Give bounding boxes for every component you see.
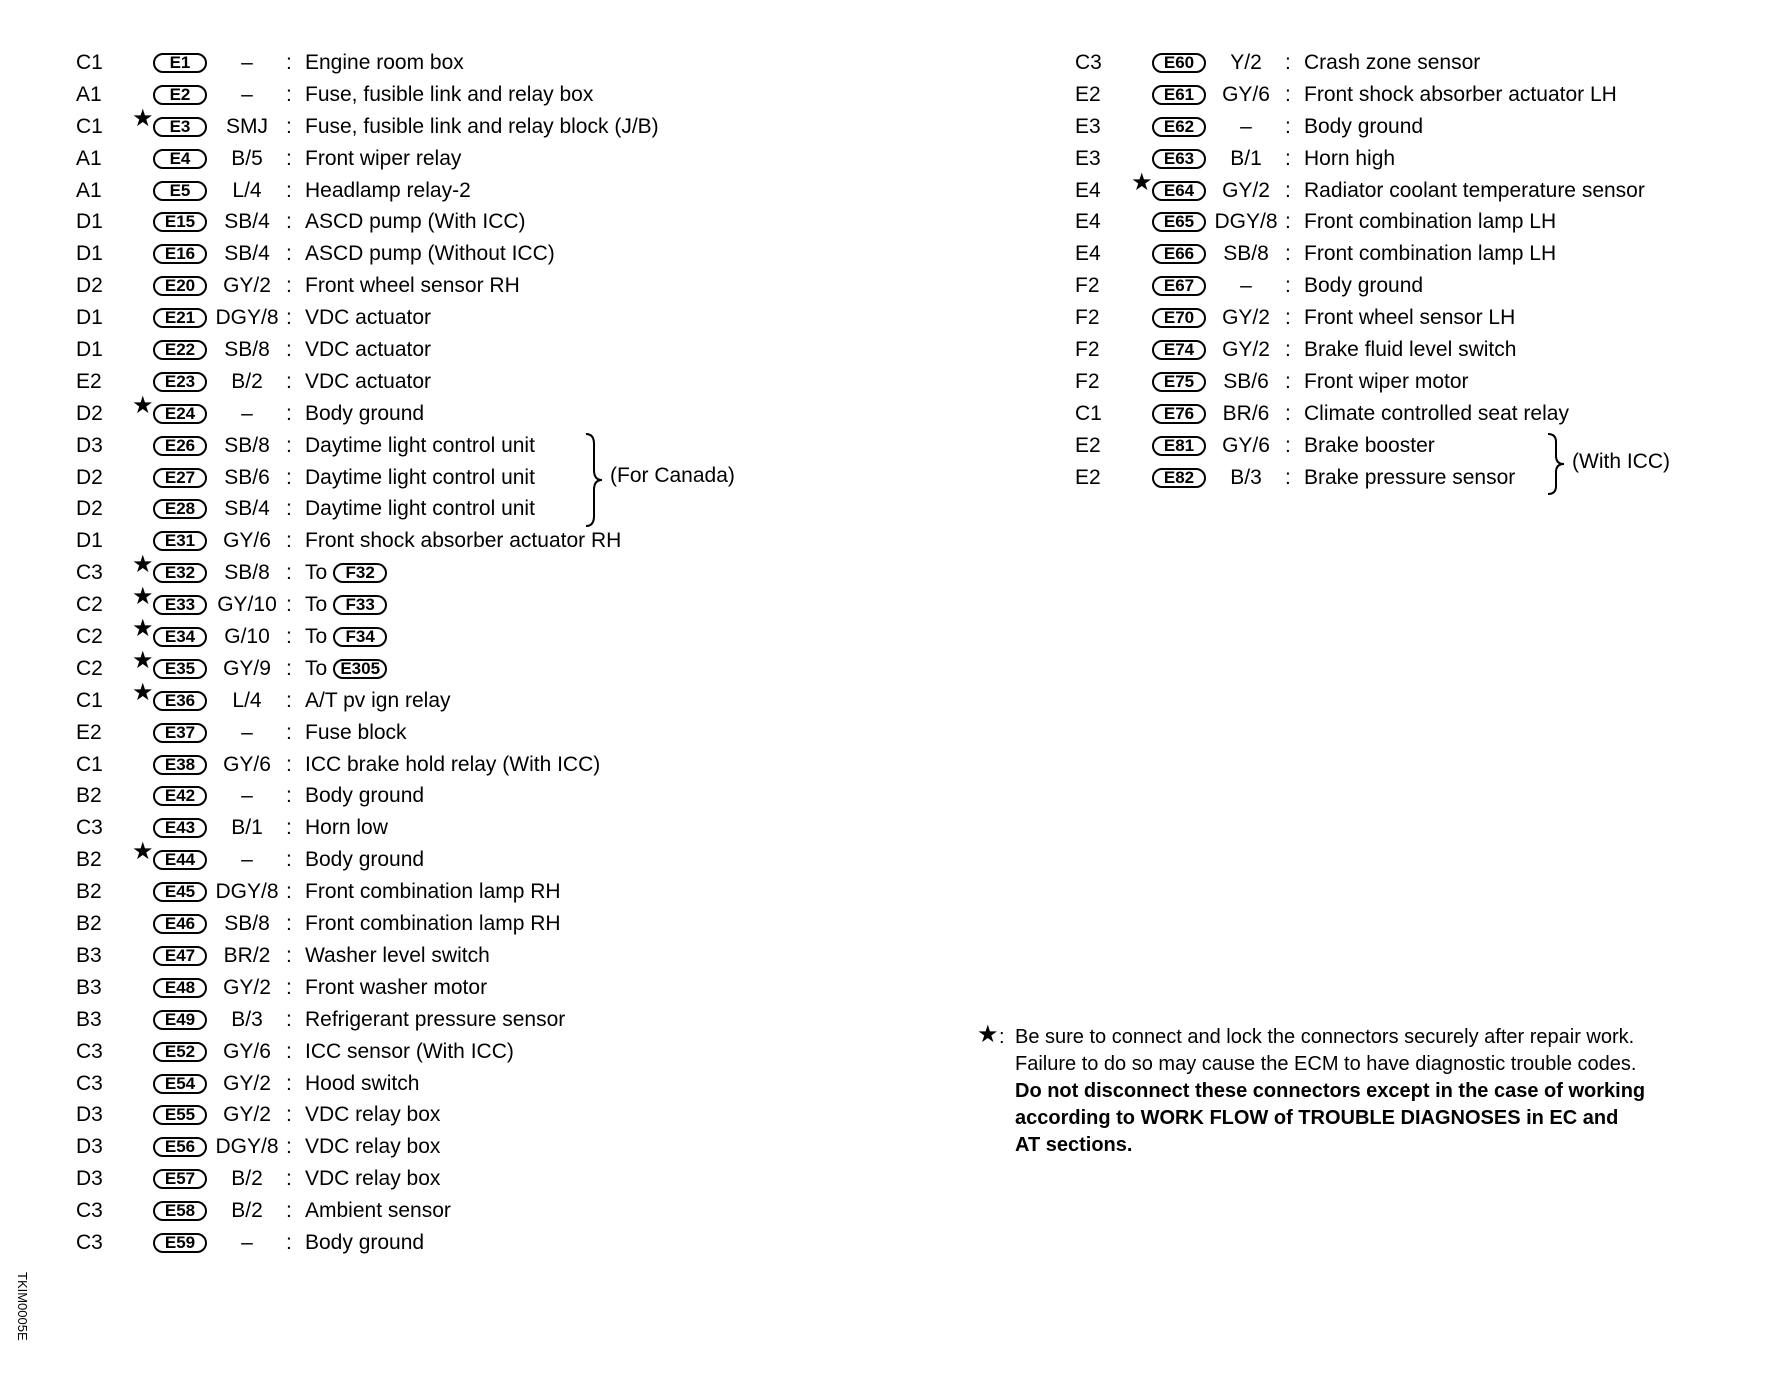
separator-colon: : <box>286 816 292 840</box>
connector-description: Brake pressure sensor <box>1304 465 1516 489</box>
separator-colon: : <box>286 146 292 170</box>
note-colon: : <box>999 1026 1005 1048</box>
star-icon: ★ <box>132 391 154 419</box>
connector-description: VDC relay box <box>305 1167 441 1191</box>
with-icc-label: (With ICC) <box>1572 450 1670 473</box>
separator-colon: : <box>1285 401 1291 425</box>
connector-badge: E16 <box>153 244 207 264</box>
connector-badge: E20 <box>153 276 207 296</box>
target-connector-badge: F33 <box>333 595 387 615</box>
connector-description: VDC actuator <box>305 306 432 330</box>
grid-ref: E2 <box>1075 465 1101 489</box>
connector-description <box>305 557 387 589</box>
for-canada-label: (For Canada) <box>610 464 735 487</box>
separator-colon: : <box>286 880 292 904</box>
wire-info: Y/2 <box>1230 51 1262 74</box>
connector-badge: E75 <box>1152 372 1206 392</box>
separator-colon: : <box>286 688 292 712</box>
star-icon: ★ <box>132 104 154 132</box>
star-icon: ★ <box>977 1021 999 1048</box>
connector-description: Daytime light control unit <box>305 433 535 457</box>
grid-ref: C1 <box>76 51 103 74</box>
star-icon: ★ <box>1131 168 1153 196</box>
connector-description: Front shock absorber actuator LH <box>1304 82 1617 106</box>
separator-colon: : <box>286 1135 292 1159</box>
grid-ref: F2 <box>1075 369 1100 393</box>
separator-colon: : <box>1285 465 1291 489</box>
wire-info: – <box>241 51 253 74</box>
figure-code: TKIM0005E <box>15 1272 30 1341</box>
connector-badge: E57 <box>153 1169 207 1189</box>
connector-description: Fuse block <box>305 720 407 744</box>
grid-ref: C3 <box>76 561 103 585</box>
connector-description: Front combination lamp RH <box>305 912 561 936</box>
wire-info: B/1 <box>231 816 263 840</box>
connector-badge: E3 <box>153 117 207 137</box>
connector-description: Radiator coolant temperature sensor <box>1304 178 1645 202</box>
grid-ref: D1 <box>76 306 103 330</box>
separator-colon: : <box>1285 114 1291 138</box>
wire-info: GY/6 <box>1222 433 1270 457</box>
wire-info: DGY/8 <box>215 1135 279 1159</box>
connector-badge: E5 <box>153 181 207 201</box>
connector-description: VDC relay box <box>305 1135 441 1159</box>
separator-colon: : <box>286 210 292 234</box>
connector-badge: E26 <box>153 436 207 456</box>
wire-info: B/3 <box>1230 465 1262 489</box>
grid-ref: B2 <box>76 880 102 904</box>
connector-badge: E66 <box>1152 244 1206 264</box>
separator-colon: : <box>1285 82 1291 106</box>
connector-description: VDC actuator <box>305 369 432 393</box>
wire-info: L/4 <box>232 178 262 202</box>
grid-ref: D1 <box>76 338 103 362</box>
wire-info: GY/2 <box>223 1071 271 1095</box>
connector-description: Fuse, fusible link and relay box <box>305 82 594 106</box>
separator-colon: : <box>1285 306 1291 330</box>
separator-colon: : <box>286 848 292 872</box>
wire-info: SB/8 <box>224 912 270 936</box>
grid-ref: D3 <box>76 433 103 457</box>
connector-description: Daytime light control unit <box>305 465 535 489</box>
grid-ref: D3 <box>76 1167 103 1191</box>
brace-for-canada <box>584 432 604 528</box>
connector-description: ICC sensor (With ICC) <box>305 1039 514 1063</box>
connector-badge: E48 <box>153 978 207 998</box>
grid-ref: A1 <box>76 82 102 106</box>
connector-badge: E56 <box>153 1137 207 1157</box>
star-icon: ★ <box>132 551 154 579</box>
connector-badge: E49 <box>153 1010 207 1030</box>
connector-badge: E4 <box>153 149 207 169</box>
grid-ref: D1 <box>76 242 103 266</box>
grid-ref: F2 <box>1075 274 1100 298</box>
connector-badge: E42 <box>153 786 207 806</box>
wire-info: SMJ <box>226 114 268 138</box>
connector-description: Front wheel sensor RH <box>305 274 520 298</box>
connector-description: Front wheel sensor LH <box>1304 306 1516 330</box>
grid-ref: D1 <box>76 210 103 234</box>
separator-colon: : <box>286 82 292 106</box>
star-icon: ★ <box>132 678 154 706</box>
separator-colon: : <box>286 784 292 808</box>
connector-description: Climate controlled seat relay <box>1304 401 1569 425</box>
grid-ref: C3 <box>76 1071 103 1095</box>
separator-colon: : <box>286 943 292 967</box>
grid-ref: C1 <box>1075 401 1102 425</box>
connector-description: Front shock absorber actuator RH <box>305 529 622 553</box>
connector-description: Ambient sensor <box>305 1199 451 1223</box>
grid-ref: D2 <box>76 401 103 425</box>
wire-info: – <box>241 401 253 425</box>
grid-ref: B2 <box>76 912 102 936</box>
wire-info: GY/6 <box>223 752 271 776</box>
separator-colon: : <box>286 274 292 298</box>
grid-ref: D2 <box>76 274 103 298</box>
connector-badge: E38 <box>153 755 207 775</box>
separator-colon: : <box>286 720 292 744</box>
grid-ref: C3 <box>76 1230 103 1254</box>
connector-badge: E1 <box>153 53 207 73</box>
connector-description: Washer level switch <box>305 943 490 967</box>
separator-colon: : <box>286 497 292 521</box>
connector-description: Body ground <box>1304 274 1424 298</box>
grid-ref: E3 <box>1075 146 1101 170</box>
separator-colon: : <box>286 912 292 936</box>
connector-badge: E54 <box>153 1074 207 1094</box>
connector-badge: E58 <box>153 1201 207 1221</box>
grid-ref: C1 <box>76 688 103 712</box>
wire-info: SB/4 <box>224 497 270 521</box>
star-icon: ★ <box>132 615 154 643</box>
connector-badge: E23 <box>153 372 207 392</box>
wire-info: – <box>241 848 253 872</box>
connector-description: ICC brake hold relay (With ICC) <box>305 752 601 776</box>
connector-description: Front combination lamp LH <box>1304 242 1557 266</box>
connector-badge: E65 <box>1152 212 1206 232</box>
separator-colon: : <box>286 1230 292 1254</box>
grid-ref: E2 <box>1075 433 1101 457</box>
wire-info: – <box>1240 274 1252 298</box>
grid-ref: D2 <box>76 465 103 489</box>
connector-description: Front wiper relay <box>305 146 462 170</box>
connector-badge: E15 <box>153 212 207 232</box>
separator-colon: : <box>286 1039 292 1063</box>
connector-description: Engine room box <box>305 51 464 74</box>
wire-info: BR/6 <box>1222 401 1270 425</box>
note-line-2: Failure to do so may cause the ECM to have diagnostic trouble codes. <box>1015 1053 1637 1075</box>
separator-colon: : <box>286 114 292 138</box>
grid-ref: E2 <box>76 369 102 393</box>
wire-info: DGY/8 <box>215 880 279 904</box>
connector-description <box>305 589 387 621</box>
separator-colon: : <box>286 529 292 553</box>
connector-badge: E63 <box>1152 149 1206 169</box>
separator-colon: : <box>1285 338 1291 362</box>
wire-info: GY/2 <box>1222 338 1270 362</box>
connector-description: Daytime light control unit <box>305 497 535 521</box>
connector-description: Body ground <box>305 848 425 872</box>
connector-badge: E55 <box>153 1105 207 1125</box>
separator-colon: : <box>1285 274 1291 298</box>
separator-colon: : <box>286 433 292 457</box>
target-connector-badge: E305 <box>333 659 387 679</box>
wire-info: GY/6 <box>223 529 271 553</box>
separator-colon: : <box>286 656 292 680</box>
grid-ref: B2 <box>76 784 102 808</box>
connector-description: Body ground <box>305 401 425 425</box>
separator-colon: : <box>286 625 292 649</box>
connector-description: ASCD pump (Without ICC) <box>305 242 555 266</box>
connector-description: Front wiper motor <box>1304 369 1469 393</box>
grid-ref: C1 <box>76 752 103 776</box>
connector-description: Front combination lamp LH <box>1304 210 1557 234</box>
connector-description <box>305 621 387 653</box>
grid-ref: F2 <box>1075 338 1100 362</box>
connector-description: Brake fluid level switch <box>1304 338 1517 362</box>
grid-ref: E4 <box>1075 178 1101 202</box>
target-connector-badge: F32 <box>333 563 387 583</box>
target-connector-badge: F34 <box>333 627 387 647</box>
separator-colon: : <box>1285 51 1291 74</box>
connector-badge: E61 <box>1152 85 1206 105</box>
connector-description: Refrigerant pressure sensor <box>305 1007 566 1031</box>
connector-badge: E27 <box>153 468 207 488</box>
connector-description: VDC actuator <box>305 338 432 362</box>
wire-info: – <box>1240 114 1252 138</box>
grid-ref: C2 <box>76 656 103 680</box>
separator-colon: : <box>286 1167 292 1191</box>
separator-colon: : <box>286 593 292 617</box>
brace-with-icc <box>1546 432 1566 496</box>
grid-ref: A1 <box>76 146 102 170</box>
connector-description: Body ground <box>1304 114 1424 138</box>
wire-info: SB/8 <box>224 338 270 362</box>
wire-info: SB/8 <box>1223 242 1269 266</box>
separator-colon: : <box>1285 242 1291 266</box>
connector-description: Horn high <box>1304 146 1396 170</box>
connector-badge: E37 <box>153 723 207 743</box>
connector-description: Hood switch <box>305 1071 420 1095</box>
connector-badge: E35 <box>153 659 207 679</box>
grid-ref: C3 <box>76 1199 103 1223</box>
to-label: To <box>305 561 328 585</box>
wire-info: GY/2 <box>223 1103 271 1127</box>
wire-info: SB/6 <box>224 465 270 489</box>
wire-info: BR/2 <box>223 943 271 967</box>
connector-badge: E45 <box>153 882 207 902</box>
separator-colon: : <box>286 975 292 999</box>
connector-badge: E21 <box>153 308 207 328</box>
connector-badge: E32 <box>153 563 207 583</box>
wire-info: B/2 <box>231 1167 263 1191</box>
connector-badge: E59 <box>153 1233 207 1253</box>
wire-info: SB/8 <box>224 561 270 585</box>
separator-colon: : <box>286 1071 292 1095</box>
caution-note <box>977 1021 1646 1159</box>
connector-badge: E81 <box>1152 436 1206 456</box>
connector-badge: E52 <box>153 1042 207 1062</box>
wire-info: GY/2 <box>223 274 271 298</box>
wire-info: SB/8 <box>224 433 270 457</box>
connector-description: Front combination lamp RH <box>305 880 561 904</box>
grid-ref: E4 <box>1075 210 1101 234</box>
connector-description: Body ground <box>305 784 425 808</box>
connector-description: Fuse, fusible link and relay block (J/B) <box>305 114 659 138</box>
note-line-1: ★ : Be sure to connect and lock the connectors securely after repair work. <box>977 1024 1645 1051</box>
grid-ref: F2 <box>1075 306 1100 330</box>
connector-badge: E67 <box>1152 276 1206 296</box>
connector-badge: E44 <box>153 850 207 870</box>
separator-colon: : <box>286 338 292 362</box>
to-label: To <box>305 625 328 649</box>
connector-description: A/T pv ign relay <box>305 688 451 712</box>
wire-info: GY/9 <box>223 656 271 680</box>
separator-colon: : <box>286 1103 292 1127</box>
separator-colon: : <box>286 242 292 266</box>
wire-info: DGY/8 <box>1214 210 1278 234</box>
grid-ref: D3 <box>76 1135 103 1159</box>
separator-colon: : <box>286 1199 292 1223</box>
wire-info: L/4 <box>232 688 262 712</box>
grid-ref: B2 <box>76 848 102 872</box>
connector-description: VDC relay box <box>305 1103 441 1127</box>
connector-badge: E70 <box>1152 308 1206 328</box>
connector-badge: E74 <box>1152 340 1206 360</box>
separator-colon: : <box>286 401 292 425</box>
grid-ref: E2 <box>76 720 102 744</box>
wire-info: SB/4 <box>224 242 270 266</box>
to-label: To <box>305 593 328 617</box>
wire-info: – <box>241 784 253 808</box>
grid-ref: E3 <box>1075 114 1101 138</box>
connector-badge: E2 <box>153 85 207 105</box>
wire-info: GY/2 <box>223 975 271 999</box>
separator-colon: : <box>286 306 292 330</box>
wire-info: – <box>241 1230 253 1254</box>
wire-info: DGY/8 <box>215 306 279 330</box>
wire-info: B/3 <box>231 1007 263 1031</box>
wire-info: GY/2 <box>1222 178 1270 202</box>
wire-info: B/2 <box>231 369 263 393</box>
grid-ref: B3 <box>76 1007 102 1031</box>
connector-badge: E28 <box>153 499 207 519</box>
note-line-3: Do not disconnect these connectors except in the case of working <box>1015 1080 1646 1102</box>
connector-badge: E34 <box>153 627 207 647</box>
wire-info: SB/4 <box>224 210 270 234</box>
separator-colon: : <box>1285 146 1291 170</box>
wire-info: – <box>241 82 253 106</box>
connector-description: Front washer motor <box>305 975 488 999</box>
connector-description: Horn low <box>305 816 388 840</box>
wire-info: SB/6 <box>1223 369 1269 393</box>
separator-colon: : <box>286 178 292 202</box>
wire-info: G/10 <box>224 625 270 649</box>
separator-colon: : <box>1285 178 1291 202</box>
separator-colon: : <box>286 465 292 489</box>
separator-colon: : <box>1285 210 1291 234</box>
wire-info: B/1 <box>1230 146 1262 170</box>
connector-badge: E24 <box>153 404 207 424</box>
connector-badge: E46 <box>153 914 207 934</box>
connector-badge: E31 <box>153 531 207 551</box>
separator-colon: : <box>286 369 292 393</box>
connector-badge: E33 <box>153 595 207 615</box>
grid-ref: C2 <box>76 593 103 617</box>
separator-colon: : <box>1285 433 1291 457</box>
connector-badge: E82 <box>1152 468 1206 488</box>
wire-info: – <box>241 720 253 744</box>
connector-badge: E64 <box>1152 181 1206 201</box>
connector-description: Crash zone sensor <box>1304 51 1481 74</box>
grid-ref: B3 <box>76 943 102 967</box>
connector-badge: E60 <box>1152 53 1206 73</box>
wire-info: GY/2 <box>1222 306 1270 330</box>
wire-info: B/2 <box>231 1199 263 1223</box>
connector-badge: E76 <box>1152 404 1206 424</box>
grid-ref: C2 <box>76 625 103 649</box>
grid-ref: C1 <box>76 114 103 138</box>
star-icon: ★ <box>132 646 154 674</box>
grid-ref: C3 <box>76 816 103 840</box>
connector-description <box>305 653 387 685</box>
grid-ref: C3 <box>76 1039 103 1063</box>
grid-ref: E4 <box>1075 242 1101 266</box>
connector-badge: E36 <box>153 691 207 711</box>
grid-ref: D3 <box>76 1103 103 1127</box>
to-label: To <box>305 656 328 680</box>
connector-description: Body ground <box>305 1230 425 1254</box>
connector-description: Headlamp relay-2 <box>305 178 471 202</box>
connector-badge: E43 <box>153 818 207 838</box>
grid-ref: E2 <box>1075 82 1101 106</box>
connector-description: ASCD pump (With ICC) <box>305 210 526 234</box>
wire-info: GY/10 <box>217 593 277 617</box>
separator-colon: : <box>286 1007 292 1031</box>
connector-badge: E47 <box>153 946 207 966</box>
grid-ref: C3 <box>1075 51 1102 74</box>
connector-badge: E22 <box>153 340 207 360</box>
grid-ref: A1 <box>76 178 102 202</box>
note-line-4: according to WORK FLOW of TROUBLE DIAGNOSES in EC and <box>1015 1107 1619 1129</box>
connector-description: Brake booster <box>1304 433 1435 457</box>
wire-info: GY/6 <box>1222 82 1270 106</box>
grid-ref: D2 <box>76 497 103 521</box>
note-line-5: AT sections. <box>1015 1134 1133 1156</box>
star-icon: ★ <box>132 583 154 611</box>
star-icon: ★ <box>132 838 154 866</box>
grid-ref: B3 <box>76 975 102 999</box>
connector-badge: E62 <box>1152 117 1206 137</box>
wire-info: GY/6 <box>223 1039 271 1063</box>
wire-info: B/5 <box>231 146 263 170</box>
separator-colon: : <box>286 51 292 74</box>
grid-ref: D1 <box>76 529 103 553</box>
separator-colon: : <box>1285 369 1291 393</box>
separator-colon: : <box>286 561 292 585</box>
separator-colon: : <box>286 752 292 776</box>
